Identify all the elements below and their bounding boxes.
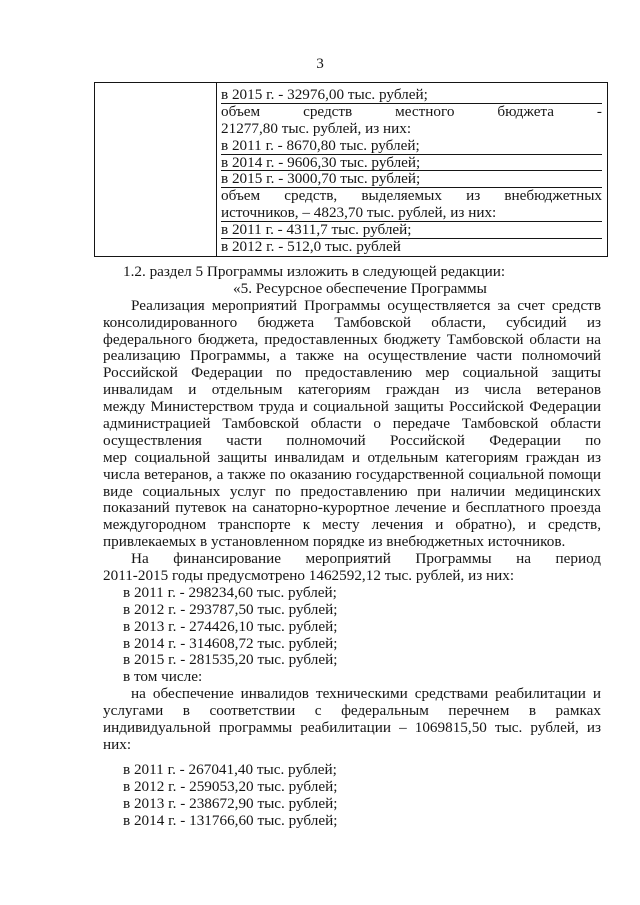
paragraph-line: 2011-2015 годы предусмотрено 1462592,12 тыс. рублей, из них: bbox=[103, 568, 515, 585]
paragraph-line: между Министерством труда и социальной защиты Российской Федерации bbox=[103, 399, 601, 416]
paragraph-line: показаний путевок на санаторно-курортное лечение и бесплатного проезда bbox=[103, 500, 601, 517]
page-number: 3 bbox=[316, 55, 324, 72]
paragraph-line: федерального бюджета, предоставленных бюджету Тамбовской области на bbox=[103, 331, 601, 348]
table-content-cell bbox=[217, 83, 608, 257]
paragraph-financing bbox=[103, 551, 601, 585]
paragraph-line: реализацию Программы, а также на осуществление части полномочий bbox=[103, 348, 601, 365]
list-item: в 2014 г. - 131766,60 тыс. рублей; bbox=[123, 812, 338, 829]
paragraph-line: Реализация мероприятий Программы осуществляется за счет средств bbox=[131, 297, 601, 314]
paragraph-resources bbox=[103, 298, 601, 551]
list-item: в 2014 г. - 314608,72 тыс. рублей; bbox=[123, 635, 338, 652]
table-line: в 2011 г. - 4311,7 тыс. рублей; bbox=[221, 222, 602, 239]
paragraph-line: администрацией Тамбовской области о передаче Тамбовской области bbox=[103, 416, 601, 433]
list-item: в 2013 г. - 274426,10 тыс. рублей; bbox=[123, 618, 338, 635]
funding-table bbox=[94, 82, 608, 257]
table-line: в 2015 г. - 3000,70 тыс. рублей; bbox=[221, 171, 602, 188]
list-item: в 2015 г. - 281535,20 тыс. рублей; bbox=[123, 652, 338, 669]
list-item: в 2012 г. - 293787,50 тыс. рублей; bbox=[123, 601, 338, 618]
list-item: в 2011 г. - 298234,60 тыс. рублей; bbox=[123, 584, 337, 601]
table-row bbox=[95, 83, 608, 257]
table-line: в 2011 г. - 8670,80 тыс. рублей; bbox=[221, 138, 602, 155]
paragraph-line: на обеспечение инвалидов техническими средствами реабилитации и bbox=[131, 686, 601, 703]
spacer bbox=[103, 754, 601, 762]
table-line: объем средств, выделяемых из внебюджетных bbox=[221, 188, 602, 205]
paragraph-line: Российской Федерации по предоставлению мер социальной защиты bbox=[103, 365, 601, 382]
table-line: объем средств местного бюджета - bbox=[221, 103, 602, 120]
paragraph-rehab bbox=[103, 686, 601, 754]
paragraph-line: виде социальных услуг по предоставлению при наличии медицинских bbox=[103, 483, 601, 500]
including-label: в том числе: bbox=[123, 669, 203, 686]
paragraph-line: привлекаемых в установленном порядке из внебюджетных источников. bbox=[103, 534, 566, 551]
table-line: в 2015 г. - 32976,00 тыс. рублей; bbox=[221, 87, 602, 104]
list-item: в 2011 г. - 267041,40 тыс. рублей; bbox=[123, 761, 337, 778]
paragraph-line: консолидированного бюджета Тамбовской области, субсидий из bbox=[103, 314, 601, 331]
section-title: «5. Ресурсное обеспечение Программы bbox=[233, 280, 487, 297]
paragraph-line: инвалидам и отдельным категориям граждан из числа ветеранов bbox=[103, 382, 601, 399]
paragraph-line: На финансирование мероприятий Программы на период bbox=[131, 551, 601, 568]
years-total-list bbox=[103, 585, 601, 669]
document-body bbox=[103, 264, 601, 829]
list-item: в 2012 г. - 259053,20 тыс. рублей; bbox=[123, 778, 338, 795]
paragraph-line: них: bbox=[103, 736, 132, 753]
paragraph-line: индивидуальной программы реабилитации – 1069815,50 тыс. рублей, из bbox=[103, 720, 601, 737]
section-intro: 1.2. раздел 5 Программы изложить в следующей редакции: bbox=[123, 264, 506, 280]
paragraph-line: осуществления части полномочий Российской Федерации по bbox=[103, 432, 601, 449]
paragraph-line: междугородном транспорте к месту лечения и обратно), и средств, bbox=[103, 517, 601, 534]
paragraph-line: числа ветеранов, а также по оказанию государственной социальной помощи bbox=[103, 466, 601, 483]
table-line: в 2012 г. - 512,0 тыс. рублей bbox=[221, 239, 401, 256]
table-line: 21277,80 тыс. рублей, из них: bbox=[221, 120, 412, 137]
paragraph-line: услугами в соответствии с федеральным перечнем в рамках bbox=[103, 703, 601, 720]
list-item: в 2013 г. - 238672,90 тыс. рублей; bbox=[123, 795, 338, 812]
years-rehab-list bbox=[103, 762, 601, 830]
table-line: источников, – 4823,70 тыс. рублей, из них: bbox=[221, 205, 602, 222]
table-line: в 2014 г. - 9606,30 тыс. рублей; bbox=[221, 155, 602, 172]
table-empty-cell bbox=[95, 83, 217, 257]
paragraph-line: мер социальной защиты инвалидам и отдельным категориям граждан из bbox=[103, 449, 601, 466]
